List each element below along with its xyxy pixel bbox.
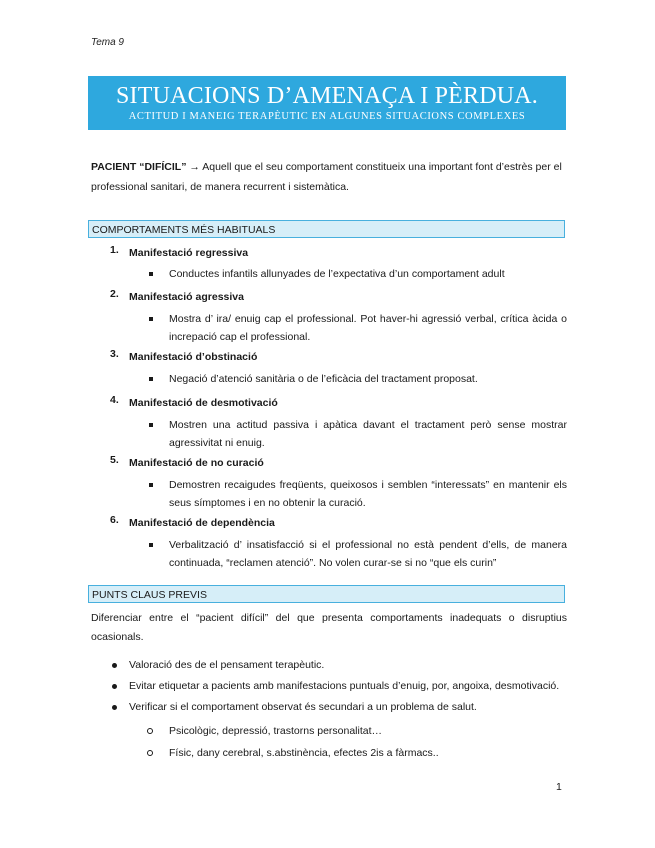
list-item-detail bbox=[147, 416, 567, 454]
detail-text: Mostra d’ ira/ enuig cap el professional. Pot haver-hi agressió verbal, crítica àcida o increpació cap el professional. bbox=[169, 313, 567, 343]
arrow-icon: → bbox=[189, 161, 200, 173]
key-points-list bbox=[91, 655, 567, 764]
square-bullet-icon bbox=[149, 317, 153, 321]
title-banner bbox=[88, 76, 566, 130]
intro-paragraph bbox=[91, 157, 567, 197]
square-bullet-icon bbox=[149, 543, 153, 547]
item-title: Manifestació de no curació bbox=[129, 457, 264, 469]
list-item-detail bbox=[147, 536, 567, 574]
bullet-text: Evitar etiquetar a pacients amb manifestacions puntuals d’enuig, por, angoixa, desmotivació. bbox=[129, 680, 560, 692]
item-number: 1. bbox=[110, 244, 119, 256]
section-heading-punts-claus: PUNTS CLAUS PREVIS bbox=[88, 585, 565, 603]
page-header: Tema 9 bbox=[91, 37, 124, 48]
bullet-icon bbox=[112, 663, 117, 668]
circle-bullet-icon bbox=[147, 728, 153, 734]
square-bullet-icon bbox=[149, 272, 153, 276]
intro-text: Aquell que el seu comportament constitueix una important font d’estrès per el professional sanitari, de manera recurrent i sistemàtica. bbox=[91, 161, 562, 193]
item-number: 5. bbox=[110, 454, 119, 466]
square-bullet-icon bbox=[149, 423, 153, 427]
list-item bbox=[91, 288, 567, 307]
square-bullet-icon bbox=[149, 483, 153, 487]
list-item bbox=[91, 514, 567, 533]
section-heading-comportaments: COMPORTAMENTS MÉS HABITUALS bbox=[88, 220, 565, 238]
page-number: 1 bbox=[556, 781, 562, 793]
item-title: Manifestació de desmotivació bbox=[129, 397, 278, 409]
detail-text: Mostren una actitud passiva i apàtica davant el tractament però sense mostrar agressivitat ni enuig. bbox=[169, 419, 567, 449]
bullet-text: Valoració des de el pensament terapèutic. bbox=[129, 659, 325, 671]
detail-text: Conductes infantils allunyades de l’expectativa d’un comportament adult bbox=[169, 268, 505, 280]
item-title: Manifestació agressiva bbox=[129, 291, 244, 303]
item-title: Manifestació de dependència bbox=[129, 517, 275, 529]
square-bullet-icon bbox=[149, 377, 153, 381]
detail-text: Negació d’atenció sanitària o de l’eficàcia del tractament proposat. bbox=[169, 373, 478, 385]
list-item bbox=[91, 676, 567, 697]
list-item bbox=[91, 348, 567, 367]
bullet-icon bbox=[112, 684, 117, 689]
item-title: Manifestació regressiva bbox=[129, 247, 249, 259]
bullet-text: Verificar si el comportament observat és secundari a un problema de salut. bbox=[129, 701, 477, 713]
intro-term: PACIENT “DIFÍCIL” bbox=[91, 161, 187, 173]
list-item-detail bbox=[147, 265, 567, 284]
list-item bbox=[91, 655, 567, 676]
section-paragraph: Diferenciar entre el “pacient difícil” del que presenta comportaments inadequats o disruptius ocasionals. bbox=[91, 612, 567, 643]
sub-list-item bbox=[91, 720, 567, 742]
detail-text: Demostren recaigudes freqüents, queixosos i semblen “interessats” en mantenir els seus símptomes i en no obtenir la curació. bbox=[169, 479, 567, 509]
item-number: 2. bbox=[110, 288, 119, 300]
document-subtitle: ACTITUD I MANEIG TERAPÈUTIC EN ALGUNES SITUACIONS COMPLEXES bbox=[128, 111, 526, 122]
document-title: SITUACIONS D’AMENAÇA I PÈRDUA. bbox=[115, 83, 538, 109]
list-item bbox=[91, 394, 567, 413]
list-item-detail bbox=[147, 370, 567, 389]
list-item-detail bbox=[147, 476, 567, 514]
sub-list-item bbox=[91, 742, 567, 764]
list-item-detail bbox=[147, 310, 567, 348]
detail-text: Verbalització d’ insatisfacció si el professional no està pendent d’ells, de manera continuada, “reclamen atenció”. No volen curar-se si no “que els curin” bbox=[169, 539, 567, 569]
item-number: 6. bbox=[110, 514, 119, 526]
item-title: Manifestació d’obstinació bbox=[129, 351, 258, 363]
behaviours-list bbox=[91, 244, 567, 574]
item-number: 4. bbox=[110, 394, 119, 406]
item-number: 3. bbox=[110, 348, 119, 360]
bullet-icon bbox=[112, 705, 117, 710]
circle-bullet-icon bbox=[147, 750, 153, 756]
list-item bbox=[91, 697, 567, 718]
list-item bbox=[91, 454, 567, 473]
sub-bullet-text: Físic, dany cerebral, s.abstinència, efectes 2is a fàrmacs.. bbox=[169, 747, 439, 759]
sub-bullet-text: Psicològic, depressió, trastorns personalitat… bbox=[169, 725, 383, 737]
list-item bbox=[91, 244, 567, 263]
